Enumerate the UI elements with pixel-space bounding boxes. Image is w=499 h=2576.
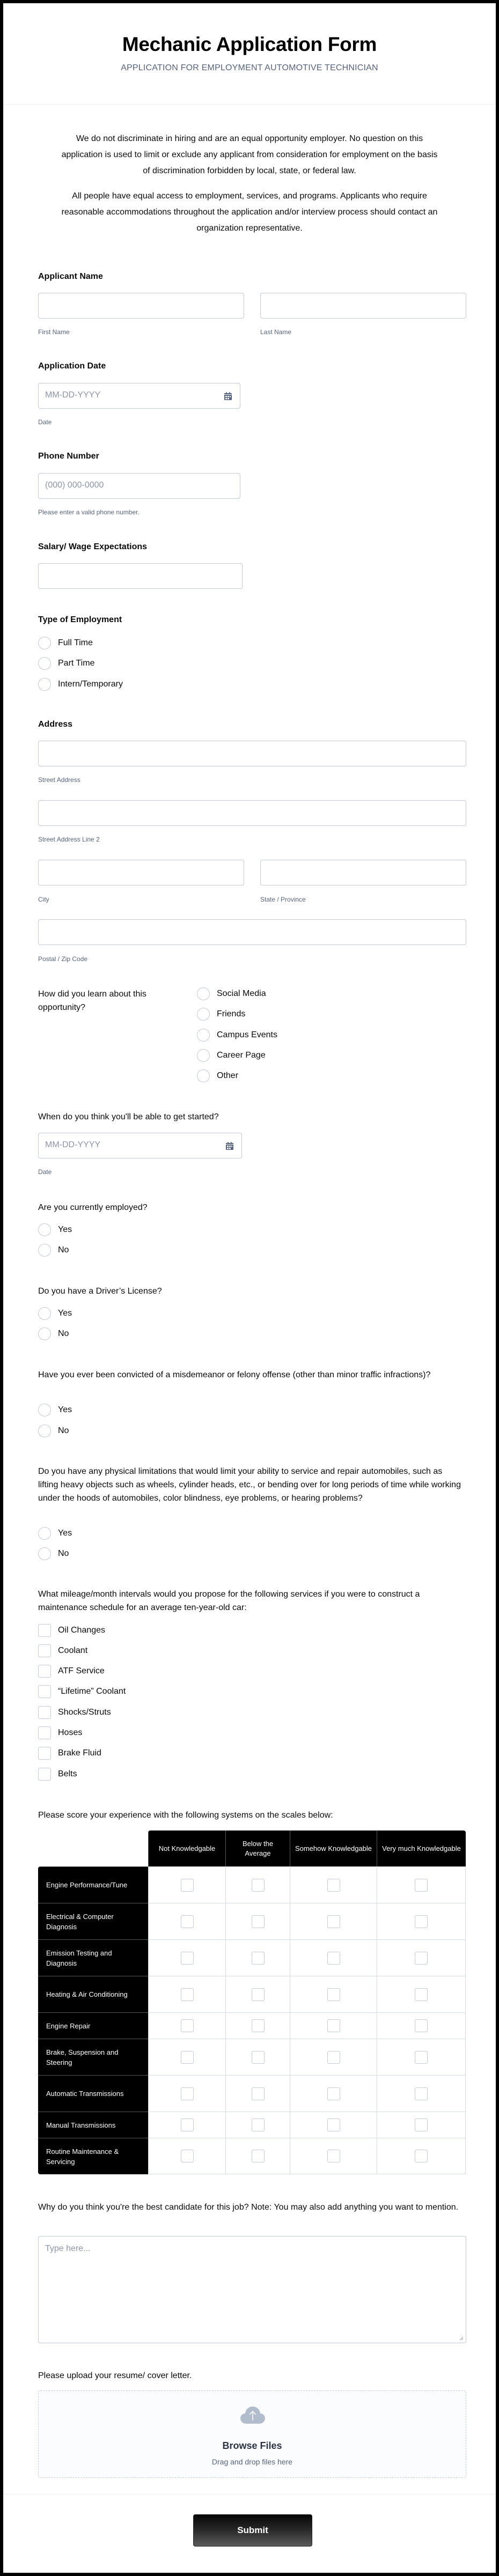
checkbox-atf-service[interactable] xyxy=(38,1664,105,1678)
matrix-row xyxy=(38,2138,466,2174)
checkbox-hoses[interactable] xyxy=(38,1726,82,1740)
matrix-checkbox[interactable] xyxy=(181,2019,194,2032)
drag-drop-hint: Drag and drop files here xyxy=(211,2457,293,2466)
matrix-row-label: Engine Performance/Tune xyxy=(38,1866,148,1903)
matrix-checkbox[interactable] xyxy=(327,2150,340,2162)
radio-circle[interactable] xyxy=(38,1527,51,1540)
resize-handle-icon[interactable] xyxy=(459,2336,464,2341)
option-label: Coolant xyxy=(58,1646,88,1655)
application-date-sublabel: Date xyxy=(38,418,52,426)
matrix-checkbox[interactable] xyxy=(415,1952,428,1965)
matrix-checkbox[interactable] xyxy=(415,1879,428,1892)
option-label: “Lifetime” Coolant xyxy=(58,1687,126,1696)
radio-physical-no[interactable] xyxy=(38,1547,69,1561)
matrix-corner xyxy=(38,1830,148,1866)
option-label: Social Media xyxy=(217,989,266,998)
matrix-checkbox[interactable] xyxy=(415,2051,428,2064)
matrix-row xyxy=(38,2012,466,2039)
matrix-checkbox[interactable] xyxy=(181,2150,194,2162)
matrix-checkbox[interactable] xyxy=(181,1879,194,1892)
option-label: Part Time xyxy=(58,659,95,668)
radio-circle[interactable] xyxy=(38,678,51,691)
matrix-column-header: Somehow Knowledgable xyxy=(290,1830,377,1866)
matrix-label: Please score your experience with the following systems on the scales below: xyxy=(38,1811,333,1820)
street-address-line2-input[interactable] xyxy=(38,800,466,826)
date-placeholder: MM-DD-YYYY xyxy=(45,390,101,400)
phone-hint: Please enter a valid phone number. xyxy=(38,508,140,516)
radio-other[interactable] xyxy=(197,1069,238,1083)
matrix-checkbox[interactable] xyxy=(415,2087,428,2100)
submit-button[interactable]: Submit xyxy=(193,2514,312,2547)
matrix-checkbox[interactable] xyxy=(181,1988,194,2001)
matrix-checkbox[interactable] xyxy=(415,2119,428,2131)
matrix-row xyxy=(38,2112,466,2138)
radio-employed-no[interactable] xyxy=(38,1243,69,1257)
matrix-checkbox[interactable] xyxy=(415,1915,428,1928)
calendar-icon[interactable] xyxy=(225,1142,234,1150)
matrix-row-label: Automatic Transmissions xyxy=(38,2075,148,2112)
file-upload-dropzone[interactable] xyxy=(38,2390,466,2478)
matrix-checkbox[interactable] xyxy=(327,2019,340,2032)
matrix-checkbox[interactable] xyxy=(252,2119,265,2131)
radio-employed-yes[interactable] xyxy=(38,1223,72,1237)
phone-input[interactable] xyxy=(38,473,240,499)
checkbox[interactable] xyxy=(38,1685,51,1698)
matrix-checkbox[interactable] xyxy=(181,2087,194,2100)
option-label: No xyxy=(58,1245,69,1254)
matrix-row xyxy=(38,1903,466,1939)
experience-matrix xyxy=(38,1830,466,2174)
checkbox[interactable] xyxy=(38,1747,51,1760)
radio-circle[interactable] xyxy=(197,1049,210,1062)
radio-circle[interactable] xyxy=(38,1424,51,1437)
calendar-icon[interactable] xyxy=(224,392,232,401)
address-label: Address xyxy=(38,720,73,729)
employed-label: Are you currently employed? xyxy=(38,1203,148,1212)
postal-code-input[interactable] xyxy=(38,919,466,945)
employment-type-label: Type of Employment xyxy=(38,615,122,624)
option-label: No xyxy=(58,1426,69,1435)
phone-placeholder: (000) 000-0000 xyxy=(45,481,104,490)
intro-paragraph-1: We do not discriminate in hiring and are an equal opportunity employer. No question on this application is used to limit or exclude any applicant from consideration for employment on the basis of discrimination forbidden by local, state, or federal law. xyxy=(61,134,438,175)
radio-circle[interactable] xyxy=(38,1223,51,1236)
matrix-checkbox[interactable] xyxy=(252,1988,265,2001)
matrix-row-label: Routine Maintenance & Servicing xyxy=(38,2138,148,2174)
matrix-checkbox[interactable] xyxy=(327,1988,340,2001)
salary-label: Salary/ Wage Expectations xyxy=(38,542,148,551)
radio-friends[interactable] xyxy=(197,1007,245,1021)
option-label: Belts xyxy=(58,1769,77,1778)
matrix-checkbox[interactable] xyxy=(252,2087,265,2100)
checkbox-brake-fluid[interactable] xyxy=(38,1746,101,1760)
textarea-placeholder: Type here... xyxy=(45,2244,91,2253)
services-label: What mileage/month intervals would you propose for the following services if you were to construct a maintenance schedule for an average ten-year-old car: xyxy=(38,1590,420,1612)
checkbox[interactable] xyxy=(38,1768,51,1781)
matrix-row-label: Heating & Air Conditioning xyxy=(38,1976,148,2012)
intro-paragraph-2: All people have equal access to employment, services, and programs. Applicants who require reasonable accommodations throughout the application and/or interview process should contact an organization representative. xyxy=(61,191,438,233)
checkbox[interactable] xyxy=(38,1706,51,1719)
application-date-label: Application Date xyxy=(38,361,106,371)
matrix-row xyxy=(38,1866,466,1903)
applicant-name-label: Applicant Name xyxy=(38,272,103,281)
radio-social-media[interactable] xyxy=(197,987,266,1001)
radio-part-time[interactable] xyxy=(38,656,94,670)
first-name-sublabel: First Name xyxy=(38,328,70,336)
option-label: Yes xyxy=(58,1225,72,1234)
cloud-upload-icon xyxy=(240,2406,266,2424)
date-placeholder: MM-DD-YYYY xyxy=(45,1140,101,1149)
page-subtitle: APPLICATION FOR EMPLOYMENT AUTOMOTIVE TECHNICIAN xyxy=(121,63,378,72)
last-name-input[interactable] xyxy=(260,293,466,319)
matrix-row xyxy=(38,2075,466,2112)
state-input[interactable] xyxy=(260,860,466,885)
matrix-row xyxy=(38,1939,466,1976)
radio-intern[interactable] xyxy=(38,677,123,691)
browse-files-button[interactable]: Browse Files xyxy=(222,2440,282,2451)
matrix-checkbox[interactable] xyxy=(252,2051,265,2064)
radio-circle[interactable] xyxy=(197,1069,210,1082)
radio-circle[interactable] xyxy=(38,1244,51,1257)
option-label: Intern/Temporary xyxy=(58,680,123,689)
radio-convicted-no[interactable] xyxy=(38,1424,69,1438)
option-label: Career Page xyxy=(217,1051,266,1060)
radio-convicted-yes[interactable] xyxy=(38,1403,72,1417)
checkbox-belts[interactable] xyxy=(38,1767,77,1781)
matrix-checkbox[interactable] xyxy=(181,2119,194,2131)
postal-code-sublabel: Postal / Zip Code xyxy=(38,955,88,963)
radio-circle[interactable] xyxy=(38,1327,51,1340)
why-label: Why do you think you're the best candidate for this job? Note: You may also add anything you want to mention. xyxy=(38,2203,459,2212)
option-label: Yes xyxy=(58,1309,72,1318)
radio-full-time[interactable] xyxy=(38,636,93,650)
referral-label: How did you learn about this opportunity? xyxy=(38,990,146,1012)
option-label: No xyxy=(58,1329,69,1338)
city-sublabel: City xyxy=(38,896,49,903)
radio-physical-yes[interactable] xyxy=(38,1526,72,1540)
matrix-checkbox[interactable] xyxy=(181,1915,194,1928)
option-label: Oil Changes xyxy=(58,1626,106,1635)
option-label: Yes xyxy=(58,1529,72,1538)
radio-circle[interactable] xyxy=(38,1547,51,1560)
option-label: Hoses xyxy=(58,1728,83,1737)
form-container xyxy=(3,3,496,2573)
checkbox-oil-changes[interactable] xyxy=(38,1623,105,1637)
matrix-column-header: Not Knowledgable xyxy=(148,1830,225,1866)
checkbox[interactable] xyxy=(38,1665,51,1678)
matrix-checkbox[interactable] xyxy=(327,1915,340,1928)
matrix-checkbox[interactable] xyxy=(415,1988,428,2001)
matrix-checkbox[interactable] xyxy=(252,1915,265,1928)
matrix-column-header: Below the Average xyxy=(225,1830,290,1866)
checkbox[interactable] xyxy=(38,1644,51,1657)
radio-circle[interactable] xyxy=(38,657,51,670)
matrix-checkbox[interactable] xyxy=(252,1879,265,1892)
physical-limitations-label: Do you have any physical limitations that would limit your ability to service and repair automobiles, such as lifting heavy objects such as wheels, cylinder heads, etc., or bending over for long periods of time while working under the hoods of automobiles, color blindness, eye problems, or hearing problems? xyxy=(38,1467,461,1503)
street-address-line2-sublabel: Street Address Line 2 xyxy=(38,836,100,843)
matrix-checkbox[interactable] xyxy=(415,2150,428,2162)
radio-career-page[interactable] xyxy=(197,1049,266,1062)
matrix-row xyxy=(38,1976,466,2012)
matrix-row-label: Emission Testing and Diagnosis xyxy=(38,1939,148,1976)
start-date-input[interactable] xyxy=(38,1133,242,1158)
header-divider xyxy=(3,104,496,105)
matrix-checkbox[interactable] xyxy=(415,2019,428,2032)
matrix-checkbox[interactable] xyxy=(327,1879,340,1892)
radio-circle[interactable] xyxy=(38,1404,51,1416)
start-date-label: When do you think you'll be able to get started? xyxy=(38,1112,219,1121)
radio-campus-events[interactable] xyxy=(197,1028,277,1042)
city-input[interactable] xyxy=(38,860,244,885)
why-textarea[interactable] xyxy=(38,2236,466,2343)
matrix-checkbox[interactable] xyxy=(181,1952,194,1965)
matrix-row xyxy=(38,2039,466,2075)
option-label: Shocks/Struts xyxy=(58,1708,111,1717)
radio-license-yes[interactable] xyxy=(38,1307,72,1320)
option-label: Yes xyxy=(58,1405,72,1414)
convicted-label: Have you ever been convicted of a misdemeanor or felony offense (other than minor traffic infractions)? xyxy=(38,1370,431,1379)
phone-label: Phone Number xyxy=(38,452,99,461)
matrix-row-label: Manual Transmissions xyxy=(38,2112,148,2138)
option-label: Friends xyxy=(217,1009,246,1018)
radio-circle[interactable] xyxy=(197,987,210,1000)
checkbox-shocks-struts[interactable] xyxy=(38,1706,111,1719)
radio-circle[interactable] xyxy=(197,1008,210,1021)
matrix-checkbox[interactable] xyxy=(327,2087,340,2100)
matrix-row-label: Electrical & Computer Diagnosis xyxy=(38,1903,148,1939)
matrix-column-header: Very much Knowledgable xyxy=(377,1830,466,1866)
option-label: Other xyxy=(217,1071,239,1080)
application-date-input[interactable] xyxy=(38,383,240,409)
matrix-row-label: Engine Repair xyxy=(38,2012,148,2039)
option-label: Full Time xyxy=(58,638,93,647)
option-label: ATF Service xyxy=(58,1666,105,1675)
matrix-checkbox[interactable] xyxy=(252,2019,265,2032)
license-label: Do you have a Driver’s License? xyxy=(38,1287,162,1296)
start-date-sublabel: Date xyxy=(38,1168,52,1176)
option-label: Brake Fluid xyxy=(58,1748,101,1758)
page-title: Mechanic Application Form xyxy=(122,33,377,55)
first-name-input[interactable] xyxy=(38,293,244,319)
matrix-checkbox[interactable] xyxy=(252,1952,265,1965)
option-label: No xyxy=(58,1549,69,1558)
last-name-sublabel: Last Name xyxy=(260,328,292,336)
checkbox[interactable] xyxy=(38,1726,51,1739)
upload-label: Please upload your resume/ cover letter. xyxy=(38,2371,192,2380)
radio-circle[interactable] xyxy=(38,637,51,649)
matrix-checkbox[interactable] xyxy=(181,2051,194,2064)
matrix-row-label: Brake, Suspension and Steering xyxy=(38,2039,148,2075)
matrix-checkbox[interactable] xyxy=(252,2150,265,2162)
checkbox-lifetime-coolant[interactable] xyxy=(38,1685,126,1699)
checkbox-coolant[interactable] xyxy=(38,1644,87,1658)
matrix-checkbox[interactable] xyxy=(327,2051,340,2064)
radio-circle[interactable] xyxy=(197,1029,210,1042)
street-address-sublabel: Street Address xyxy=(38,776,80,784)
checkbox[interactable] xyxy=(38,1624,51,1637)
state-sublabel: State / Province xyxy=(260,896,306,903)
salary-input[interactable] xyxy=(38,563,243,589)
matrix-checkbox[interactable] xyxy=(327,2119,340,2131)
radio-circle[interactable] xyxy=(38,1307,51,1320)
radio-license-no[interactable] xyxy=(38,1327,69,1341)
option-label: Campus Events xyxy=(217,1030,277,1039)
matrix-checkbox[interactable] xyxy=(327,1952,340,1965)
street-address-input[interactable] xyxy=(38,741,466,766)
